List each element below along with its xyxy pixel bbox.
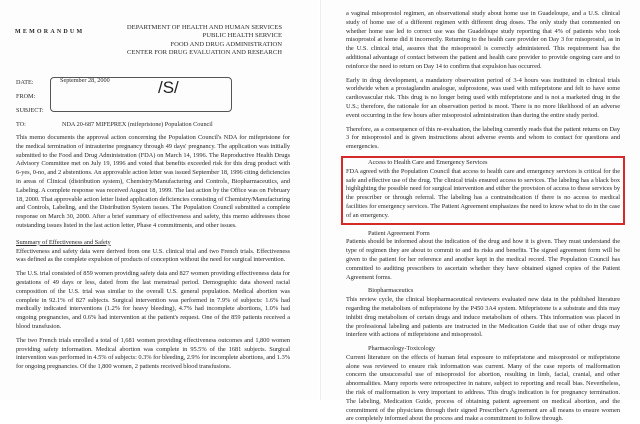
date-label: DATE: xyxy=(16,79,34,86)
biopharmaceutics-heading: Biopharmaceutics xyxy=(368,287,414,295)
highlight-box xyxy=(341,156,625,225)
intro-paragraph: This memo documents the approval action concerning the Population Council's NDA for mifepristone for the medical termination of intrauterine pregnancy through 49 days' pregnancy. The application was initially submitted to the Food and Drug Administration (FDA) on March 14, 1996. The Reproductive Health Drugs Advisory Committee met on July 19, 1996 and voted that benefits exceeded risk for this drug product with 6-yes, 0-no, and 2 abstentions. An approvable action letter was issued September 18, 1996 citing deficiencies in areas of Clinical (distribution system), Chemistry/Manufacturing and Controls, Biopharmaceutics, and Labeling. A complete response was received August 18, 1999. The last action by the Office was on February 18, 2000. That approvable action letter listed application deficiencies consisting of Chemistry/Manufacturing and Controls, Labeling, and the Distribution System issues. The Population Council submitted a complete response on March 30, 2000. After a brief summary of effectiveness and safety, this memo addresses those outstanding issues listed in the last action letter, Phase 4 commitments, and other issues. xyxy=(16,134,290,229)
header-line: DEPARTMENT OF HEALTH AND HUMAN SERVICES xyxy=(126,24,282,31)
to-label: TO: xyxy=(16,121,26,128)
memo-page-right xyxy=(320,0,640,423)
summary-heading: Summary of Effectiveness and Safety xyxy=(16,238,111,246)
right-body xyxy=(346,10,620,424)
memorandum-label: MEMORANDUM xyxy=(15,29,85,35)
from-label: FROM: xyxy=(16,93,36,100)
reevaluation-paragraph: Therefore, as a consequence of this re-evaluation, the labeling currently reads that the patient returns on Day 3 for misoprostol and is given instructions about adverse events and whom to contact for questions and emergencies. xyxy=(346,125,620,151)
left-body xyxy=(16,134,290,372)
header-line: FOOD AND DRUG ADMINISTRATION xyxy=(170,40,282,48)
biopharmaceutics-paragraph: This review cycle, the clinical biopharmaceutical reviewers evaluated new data in the published literature regarding the metabolism of mifepristone by the P450 3A4 system. Mifepristone is a substrate and this may inhibit drug metabolism of certain drugs and induce metabolism of others. This information was placed in the professional labeling and patients are instructed in the Medication Guide that use of other drugs may interfere with actions of mifepristone and misoprostol. xyxy=(346,296,620,339)
date-value: September 28, 2000 xyxy=(60,77,110,84)
subject-label: SUBJECT: xyxy=(16,107,44,114)
agency-header xyxy=(127,24,282,57)
observation-paragraph: Early in drug development, a mandatory observation period of 3-4 hours was instituted in clinical trials worldwide when a prostaglandin analogue, sulprostone, was used with mifepristone and felt to have some cardiovascular risk. This drug is no longer being used with mifepristone and is not a marketed drug in the U.S.; therefore, the rationale for an observation period is moot. There is no more likelihood of an adverse event occurring in the few hours after misoprostol administration than during the entire study period. xyxy=(346,76,620,119)
french-trials-paragraph: The two French trials enrolled a total of 1,681 women providing effectiveness outcomes and 1,800 women providing safety information. Medical abortion was complete in 95.5% of the 1681 subjects. Surgical intervention was performed in 4.5% of subjects: 0.3% for bleeding, 2.9% for incomplete abortions, and 1.3% for ongoing pregnancies. Of the 1,800 women, 2 patients received blood transfusions. xyxy=(16,336,290,371)
header-line: CENTER FOR DRUG EVALUATION AND RESEARCH xyxy=(126,48,282,56)
summary-paragraph: Effectiveness and safety data were derived from one U.S. clinical trial and two French trials. Effectiveness was defined as the complete expulsion of products of conception without the need for surgical intervention. xyxy=(16,247,290,264)
pharm-tox-heading: Pharmacology-Toxicology xyxy=(368,345,435,353)
home-use-paragraph: a vaginal misoprostol regimen, an observational study about home use in Guadeloupe, and a U.S. clinical study of home use of a different regimen with different drug doses. The only study that commented on whether home use led to correct use was the Guadeloupe study reporting that 4% of patients who took misoprostol at home did it incorrectly. Returning to the health care provider on Day 3 for misoprostol, as in the U.S. clinical trial, assures that the misoprostol is correctly administered. This requirement has the additional advantage of contact between the patient and health care provider to provide ongoing care and to reinforce the need to return on Day 14 to confirm that expulsion has occurred. xyxy=(346,10,620,70)
memo-page-left xyxy=(0,0,318,400)
pharm-tox-paragraph: Current literature on the effects of human fetal exposure to mifepristone and misoprostol or mifepristone alone was reviewed to ensure risk information was current. Many of the case reports of malformation concern the unsuccessful use of misoprostol for abortion, resulting in limb, facial, cranial, and other abnormalities. Many reports were retrospective in nature, subject to reporting and recall bias. Nevertheless, the risk of malformation is very important to address. This drug's indication is for pregnancy termination. The labeling, Medication Guide, process of obtaining patient agreement on medical abortion, and the commitment of the physicians through their signed Prescriber's Agreement are all means to ensure women are completely informed about the process and make a commitment to follow through. xyxy=(346,353,620,423)
header-line: PUBLIC HEALTH SERVICE xyxy=(202,32,282,40)
signature-box xyxy=(50,77,232,112)
to-value: NDA 20-687 MIFEPREX (mifepristone) Population Council xyxy=(62,121,213,128)
access-heading: Access to Health Care and Emergency Services xyxy=(368,158,488,166)
signature: /S/ xyxy=(158,78,179,97)
access-paragraph: FDA agreed with the Population Council that access to health care and emergency services is critical for the safe and effective use of the drug. The clinical trials ensured access to services. The labeling has a black box highlighting the possible need for surgical intervention and either the provision of access to these services by the prescriber or through referral. The labeling has a contraindication if there is no access to medical facilities for emergency services. The Patient Agreement emphasizes the need to know what to do in the case of an emergency. xyxy=(346,167,620,219)
patient-agreement-heading: Patient Agreement Form xyxy=(368,229,430,237)
patient-agreement-paragraph: Patients should be informed about the indication of the drug and how it is given. They must understand the type of regimen they are about to commit to and its risks and benefits. The signed agreement form will be given to the patient for her reference and another kept in the medical record. The Population Council has committed to auditing prescribers to ascertain whether they have obtained signed copies of the Patient Agreement forms. xyxy=(346,238,620,281)
us-trial-paragraph: The U.S. trial consisted of 859 women providing safety data and 827 women providing effectiveness data for gestations of 49 days or less, dated from the last menstrual period. Demographic data showed racial composition of the U.S. trial was similar to the overall U.S. general population. Medical abortion was complete in 92.1% of 827 subjects. Surgical intervention was performed in 7.9% of subjects: 1.6% had medically indicated interventions (1.2% for heavy bleeding), 4.7% had incomplete abortions, 1.0% had ongoing pregnancies, and 0.6% had intervention at the patient's request. One of the 859 patients received a blood transfusion. xyxy=(16,270,290,330)
